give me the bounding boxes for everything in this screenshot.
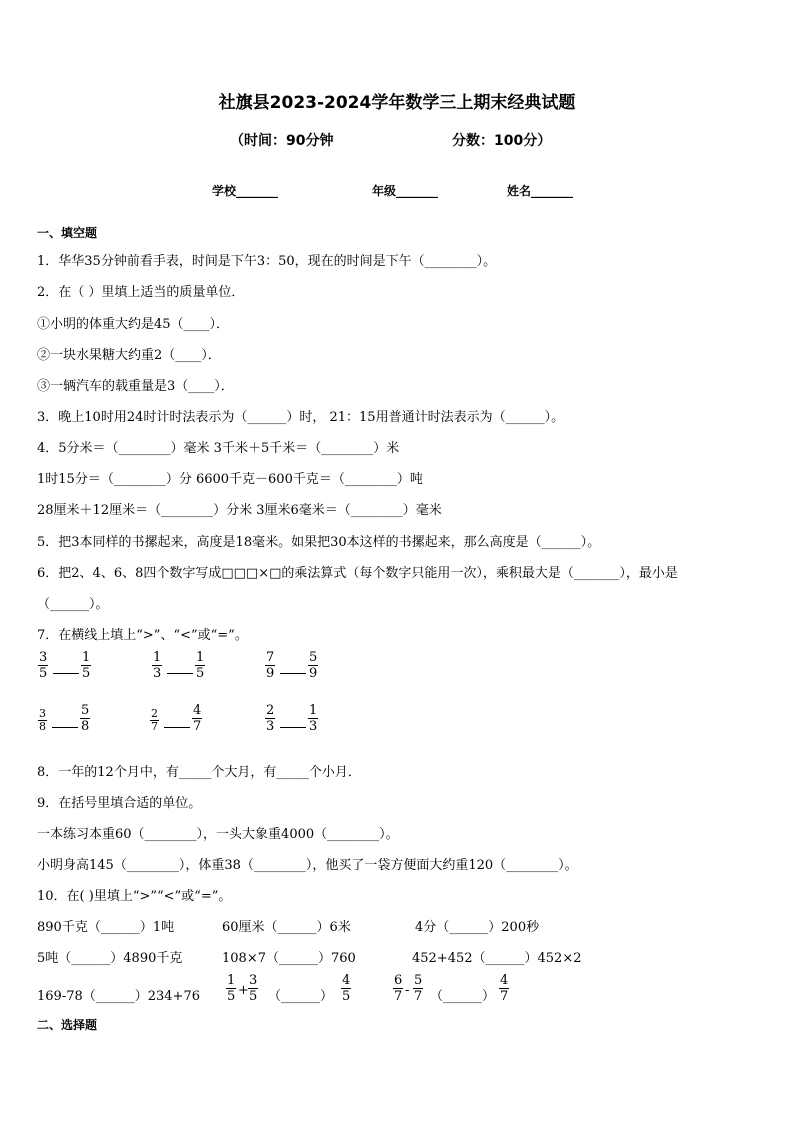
question-2c: ③一辆汽车的载重量是3（____）． xyxy=(37,379,234,394)
fraction: $\frac{1}{3}$ xyxy=(309,703,318,734)
answer-line[interactable] xyxy=(280,673,306,674)
answer-line[interactable] xyxy=(280,727,306,728)
question-8: 8．一年的12个月中，有_____个大月，有_____个小月． xyxy=(37,765,361,780)
question-10c-1: 169-78（______）234+76 xyxy=(37,989,200,1004)
page-title: 社旗县2023-2024学年数学三上期末经典试题 xyxy=(218,93,576,113)
school-field: 学校_______ xyxy=(212,184,279,198)
question-10b-2: 108×7（______）760 xyxy=(222,951,356,966)
fraction: $\frac{4}{7}$ xyxy=(193,703,202,734)
compare-blank[interactable]: （______） xyxy=(430,989,496,1004)
fraction: $\frac{2}{7}$ xyxy=(151,707,158,733)
question-3: 3．晚上10时用24时计时法表示为（______）时， 21：15用普通计时法表示为（______）。 xyxy=(37,410,565,425)
question-9b: 小明身高145（________），体重38（________），他买了一袋方便面大约重120（________）。 xyxy=(37,858,578,873)
fraction: $\frac{3}{5}$ xyxy=(39,650,48,681)
question-9: 9．在括号里填合适的单位。 xyxy=(37,796,202,811)
answer-line[interactable] xyxy=(167,673,193,674)
answer-line[interactable] xyxy=(53,673,79,674)
fraction: $\frac{1}{5}$ xyxy=(227,973,236,1004)
plus-sign: + xyxy=(238,983,249,998)
answer-line[interactable] xyxy=(164,727,190,728)
fraction: $\frac{5}{9}$ xyxy=(309,650,318,681)
question-6: 6．把2、4、6、8四个数字写成□□□×□的乘法算式（每个数字只能用一次），乘积最大是（_______），最小是 xyxy=(37,566,678,581)
fraction: $\frac{2}{3}$ xyxy=(266,703,275,734)
fraction: $\frac{3}{8}$ xyxy=(39,707,46,733)
question-4b: 1时15分＝（________）分 6600千克－600千克＝（________）吨 xyxy=(37,472,423,487)
fraction: $\frac{5}{7}$ xyxy=(414,973,423,1004)
question-7: 7．在横线上填上“>”、“<”或“=”。 xyxy=(37,628,248,643)
fraction: $\frac{3}{5}$ xyxy=(249,973,258,1004)
fraction: $\frac{4}{5}$ xyxy=(342,973,351,1004)
fraction: $\frac{1}{5}$ xyxy=(196,650,205,681)
section-fill-blank: 一、填空题 xyxy=(37,226,98,240)
question-9a: 一本练习本重60（________），一头大象重4000（________）。 xyxy=(37,827,399,842)
name-field: 姓名_______ xyxy=(507,184,574,198)
fraction: $\frac{4}{7}$ xyxy=(500,973,509,1004)
question-4c: 28厘米＋12厘米＝（________）分米 3厘米6毫米＝（________）毫米 xyxy=(37,503,442,518)
compare-blank[interactable]: （______） xyxy=(268,989,334,1004)
fraction: $\frac{5}{8}$ xyxy=(81,703,90,734)
question-2: 2．在（ ）里填上适当的质量单位． xyxy=(37,285,245,300)
question-2b: ②一块水果糖大约重2（____）． xyxy=(37,348,221,363)
exam-score: 分数：100分） xyxy=(452,133,552,149)
fraction: $\frac{1}{5}$ xyxy=(82,650,91,681)
question-10a-1: 890千克（______）1吨 xyxy=(37,920,175,935)
question-2a: ①小明的体重大约是45（____）． xyxy=(37,317,230,332)
answer-line[interactable] xyxy=(52,727,78,728)
question-10: 10．在( )里填上“>”“<”或“=”。 xyxy=(37,889,232,904)
grade-field: 年级_______ xyxy=(372,184,439,198)
question-10b-3: 452+452（______）452×2 xyxy=(412,951,582,966)
exam-time: （时间：90分钟 xyxy=(230,133,334,149)
question-6-cont: （______）。 xyxy=(37,597,109,612)
section-multiple-choice: 二、选择题 xyxy=(37,1018,98,1032)
minus-sign: - xyxy=(405,983,410,998)
fraction: $\frac{1}{3}$ xyxy=(153,650,162,681)
question-10b-1: 5吨（______）4890千克 xyxy=(37,951,183,966)
question-10a-2: 60厘米（______）6米 xyxy=(222,920,351,935)
fraction: $\frac{7}{9}$ xyxy=(266,650,275,681)
fraction: $\frac{6}{7}$ xyxy=(394,973,403,1004)
question-5: 5．把3本同样的书摞起来，高度是18毫米。如果把30本这样的书摞起来，那么高度是（______）。 xyxy=(37,535,601,550)
question-4a: 4．5分米＝（________）毫米 3千米＋5千米＝（________）米 xyxy=(37,441,400,456)
question-10a-3: 4分（______）200秒 xyxy=(415,920,540,935)
question-1: 1．华华35分钟前看手表，时间是下午3：50，现在的时间是下午（________）。 xyxy=(37,254,497,269)
